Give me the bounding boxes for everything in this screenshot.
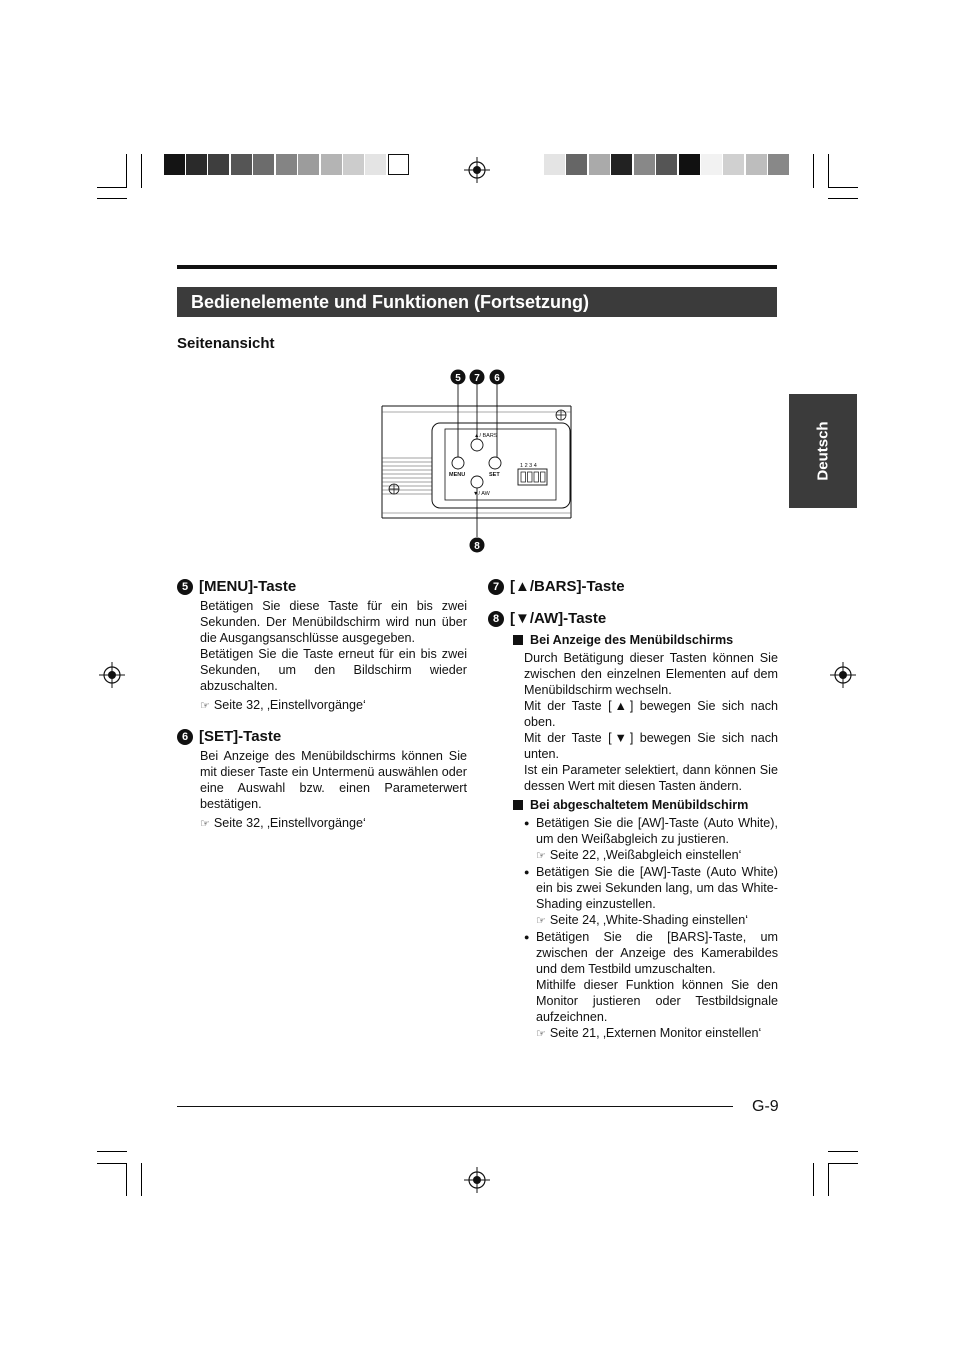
aw-section-body [513, 632, 778, 1042]
swatch [566, 154, 587, 175]
subsection-body [524, 815, 778, 1042]
crop-mark [97, 198, 127, 199]
menu-section-title: [MENU]-Taste [199, 578, 297, 595]
paragraph: ● Betätigen Sie die [AW]-Taste (Auto White), um den Weißabgleich zu justieren. [536, 816, 778, 846]
swatch [746, 154, 767, 175]
swatch [388, 154, 409, 175]
square-bullet-icon [513, 800, 523, 810]
pointing-hand-icon: ☞ [200, 700, 210, 712]
menu-button [452, 457, 464, 469]
reference-text: Seite 22, ‚Weißabgleich einstellen‘ [549, 848, 742, 862]
square-bullet-icon [513, 635, 523, 645]
reference-text: Seite 32, ‚Einstellvorgänge‘ [213, 816, 366, 830]
language-tab [789, 394, 857, 508]
set-section-heading [177, 728, 467, 745]
subsection-heading [513, 797, 778, 813]
reference-text: Seite 24, ‚White-Shading einstellen‘ [549, 913, 748, 927]
swatch [298, 154, 319, 175]
reference-text: Seite 32, ‚Einstellvorgänge‘ [213, 698, 366, 712]
language-tab-label: Deutsch [814, 421, 832, 481]
screw-icon [389, 484, 399, 494]
aw-button [471, 476, 483, 488]
screw-icon [556, 410, 566, 420]
swatch [186, 154, 207, 175]
swatch [253, 154, 274, 175]
crop-mark [828, 1163, 858, 1164]
dip-switch-label: 1 2 3 4 [520, 463, 537, 469]
set-button [489, 457, 501, 469]
pointing-hand-icon: ☞ [536, 915, 546, 927]
section-number: 5 [177, 579, 193, 595]
aw-section-heading [488, 610, 778, 627]
cross-reference [200, 815, 467, 832]
subsection-heading-text: Bei abgeschaltetem Menübildschirm [530, 798, 749, 812]
callout-7-label: 7 [474, 373, 480, 384]
swatch [321, 154, 342, 175]
set-section-title: [SET]-Taste [199, 728, 282, 745]
reference-text: Seite 21, ‚Externen Monitor einstellen‘ [549, 1026, 762, 1040]
set-section-body [200, 748, 467, 832]
swatch [276, 154, 297, 175]
subsection-body [524, 650, 778, 794]
swatch [679, 154, 700, 175]
menu-section-body [200, 598, 467, 714]
swatch [164, 154, 185, 175]
crop-mark [828, 1151, 858, 1152]
bars-section-heading [488, 578, 778, 595]
crop-mark [97, 1151, 127, 1152]
swatch [365, 154, 386, 175]
page-title: Bedienelemente und Funktionen (Fortsetzung) [177, 287, 777, 317]
cross-reference [536, 1025, 778, 1042]
swatch [208, 154, 229, 175]
swatch [544, 154, 565, 175]
aw-section-title: [▼/AW]-Taste [510, 610, 607, 627]
set-label: SET [489, 472, 500, 478]
footer-rule [177, 1106, 733, 1107]
swatch [231, 154, 252, 175]
bars-section-title: [▲/BARS]-Taste [510, 578, 625, 595]
swatch [343, 154, 364, 175]
paragraph: Bei Anzeige des Menübildschirms können Sie mit dieser Taste ein Untermenü auswählen oder eine Auswahl bzw. einen Parameterwert bestätigen. [200, 749, 467, 811]
swatch [634, 154, 655, 175]
paragraph: Mithilfe dieser Funktion können Sie den Monitor justieren oder Testbildsignale aufzeichnen. [536, 978, 778, 1024]
subsection-heading [513, 632, 778, 648]
page-number: G-9 [752, 1098, 779, 1115]
callout-8-label: 8 [474, 541, 480, 552]
cross-reference [536, 912, 778, 929]
registration-mark-icon [464, 157, 490, 183]
crop-mark [828, 187, 858, 188]
aw-label: ▼/ AW [473, 491, 490, 497]
cross-reference [536, 847, 778, 864]
paragraph: Ist ein Parameter selektiert, dann können Sie dessen Wert mit diesen Tasten ändern. [524, 763, 778, 793]
section-number: 7 [488, 579, 504, 595]
registration-mark-icon [830, 662, 856, 688]
pointing-hand-icon: ☞ [200, 818, 210, 830]
crop-mark [141, 154, 142, 188]
crop-mark [828, 1163, 829, 1196]
swatch [589, 154, 610, 175]
header-rule [177, 265, 777, 269]
list-item [524, 864, 778, 929]
swatch [611, 154, 632, 175]
cross-reference [200, 697, 467, 714]
crop-mark [141, 1163, 142, 1196]
subsection-heading-text: Bei Anzeige des Menübildschirms [530, 633, 734, 647]
list-item [524, 929, 778, 1042]
paragraph: Durch Betätigung dieser Tasten können Sie zwischen den einzelnen Elementen auf dem Menübildschirm wechseln. [524, 651, 778, 697]
crop-mark [813, 154, 814, 188]
paragraph: Mit der Taste [▲] bewegen Sie sich nach oben. [524, 699, 778, 729]
callout-6-label: 6 [494, 373, 500, 384]
crop-mark [97, 1163, 127, 1164]
side-view-diagram [370, 366, 590, 558]
paragraph: ● Betätigen Sie die [AW]-Taste (Auto White) ein bis zwei Sekunden lang, um das White-Shading einzustellen. [536, 865, 778, 911]
section-subtitle: Seitenansicht [177, 335, 275, 352]
paragraph: ● Betätigen Sie die [BARS]-Taste, um zwischen der Anzeige des Kamerabildes und dem Testbild umzuschalten. [536, 930, 778, 976]
swatch [656, 154, 677, 175]
callout-5-label: 5 [455, 373, 461, 384]
dip-switch [518, 469, 547, 485]
swatch [768, 154, 789, 175]
paragraph: Betätigen Sie diese Taste für ein bis zwei Sekunden. Der Menübildschirm wird nun über die Ausgangsanschlüsse ausgegeben. [200, 599, 467, 645]
crop-mark [828, 154, 829, 188]
bars-label: ▲/ BARS [474, 433, 498, 439]
paragraph: Mit der Taste [▼] bewegen Sie sich nach unten. [524, 731, 778, 761]
crop-mark [813, 1163, 814, 1196]
swatch [701, 154, 722, 175]
swatch [723, 154, 744, 175]
crop-mark [828, 198, 858, 199]
crop-mark [97, 187, 127, 188]
list-item [524, 815, 778, 864]
paragraph: Betätigen Sie die Taste erneut für ein bis zwei Sekunden, um den Bildschirm wieder abzuschalten. [200, 647, 467, 693]
right-column [488, 578, 778, 1042]
left-column [177, 578, 467, 832]
crop-mark [126, 154, 127, 188]
registration-mark-icon [464, 1167, 490, 1193]
crop-mark [126, 1163, 127, 1196]
bars-button [471, 439, 483, 451]
section-number: 8 [488, 611, 504, 627]
menu-label: MENU [449, 472, 466, 478]
menu-section-heading [177, 578, 467, 595]
registration-mark-icon [99, 662, 125, 688]
pointing-hand-icon: ☞ [536, 850, 546, 862]
section-number: 6 [177, 729, 193, 745]
pointing-hand-icon: ☞ [536, 1028, 546, 1040]
